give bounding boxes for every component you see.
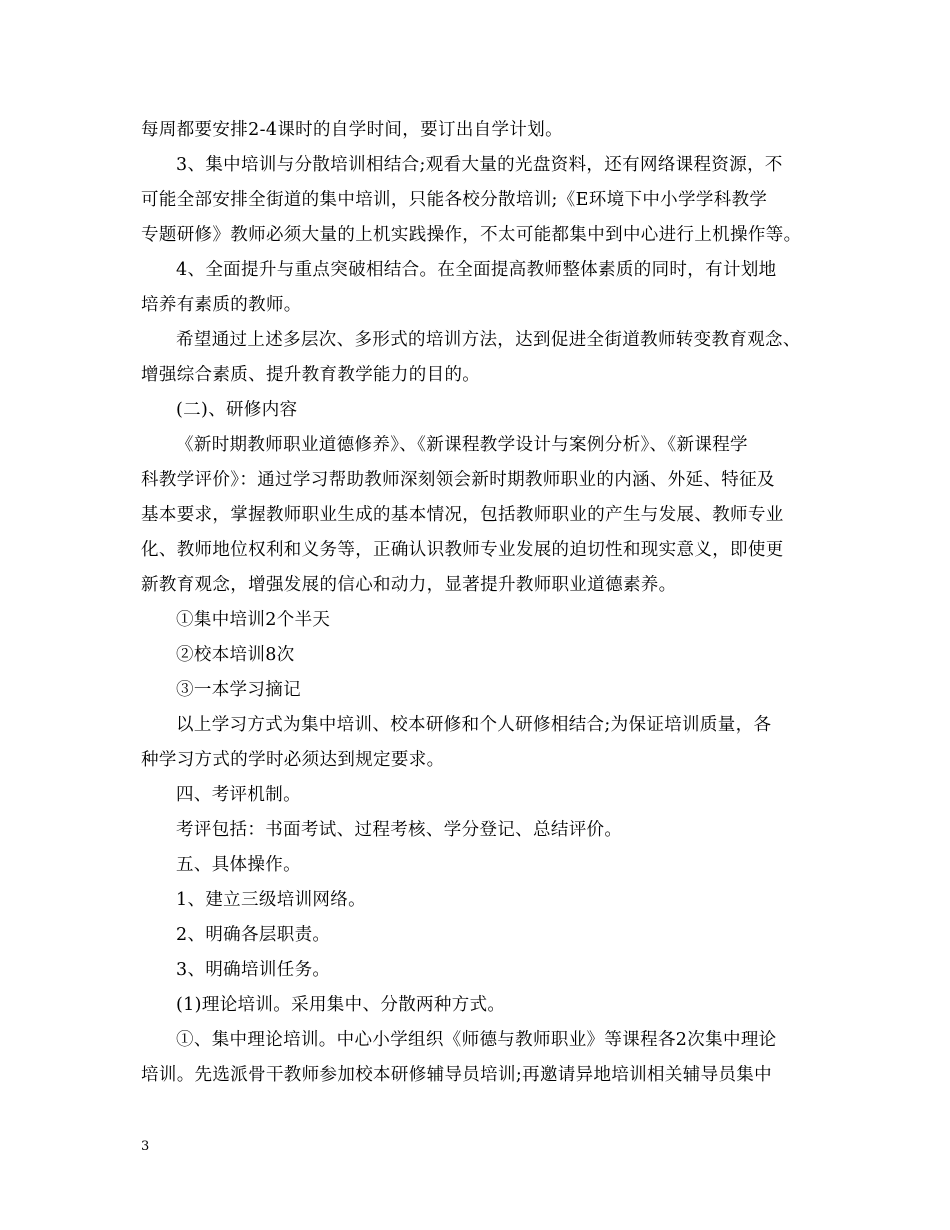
list-item: 2、明确各层职责。 xyxy=(176,925,331,945)
text-line: 新教育观念，增强发展的信心和动力，显著提升教师职业道德素养。 xyxy=(141,575,677,595)
section-heading: (二)、研修内容 xyxy=(176,400,298,420)
text-line: 可能全部安排全街道的集中培训，只能各校分散培训;《E环境下中小学学科教学 xyxy=(141,190,768,210)
text-line: 专题研修》教师必须大量的上机实践操作，不太可能都集中到中心进行上机操作等。 xyxy=(141,225,802,245)
text-line: 化、教师地位权利和义务等，正确认识教师专业发展的迫切性和现实意义，即使更 xyxy=(141,540,784,560)
list-item: ③一本学习摘记 xyxy=(176,680,301,700)
text-line: 每周都要安排2-4课时的自学时间，要订出自学计划。 xyxy=(141,120,563,140)
page-number: 3 xyxy=(141,1139,150,1154)
text-line: 4、全面提升与重点突破相结合。在全面提高教师整体素质的同时，有计划地 xyxy=(176,260,777,280)
text-line: 3、集中培训与分散培训相结合;观看大量的光盘资料，还有网络课程资源，不 xyxy=(176,155,783,175)
list-item: 1、建立三级培训网络。 xyxy=(176,890,366,910)
section-heading: 四、考评机制。 xyxy=(176,785,301,805)
text-line: 考评包括：书面考试、过程考核、学分登记、总结评价。 xyxy=(176,820,623,840)
text-line: 以上学习方式为集中培训、校本研修和个人研修相结合;为保证培训质量，各 xyxy=(176,715,772,735)
text-line: 《新时期教师职业道德修养》、《新课程教学设计与案例分析》、《新课程学 xyxy=(176,435,748,455)
subsection-heading: (1)理论培训。采用集中、分散两种方式。 xyxy=(176,995,506,1015)
list-item: 3、明确培训任务。 xyxy=(176,960,331,980)
text-line: 培训。先选派骨干教师参加校本研修辅导员培训;再邀请异地培训相关辅导员集中 xyxy=(141,1065,772,1085)
list-item: ②校本培训8次 xyxy=(176,645,295,665)
text-line: ①、集中理论培训。中心小学组织《师德与教师职业》等课程各2次集中理论 xyxy=(176,1030,777,1050)
text-line: 希望通过上述多层次、多形式的培训方法，达到促进全街道教师转变教育观念、 xyxy=(176,330,801,350)
text-line: 基本要求，掌握教师职业生成的基本情况，包括教师职业的产生与发展、教师专业 xyxy=(141,505,784,525)
text-line: 增强综合素质、提升教育教学能力的目的。 xyxy=(141,365,481,385)
list-item: ①集中培训2个半天 xyxy=(176,610,331,630)
text-line: 科教学评价》：通过学习帮助教师深刻领会新时期教师职业的内涵、外延、特征及 xyxy=(141,470,775,490)
text-line: 种学习方式的学时必须达到规定要求。 xyxy=(141,750,445,770)
text-line: 培养有素质的教师。 xyxy=(141,295,302,315)
section-heading: 五、具体操作。 xyxy=(176,855,301,875)
